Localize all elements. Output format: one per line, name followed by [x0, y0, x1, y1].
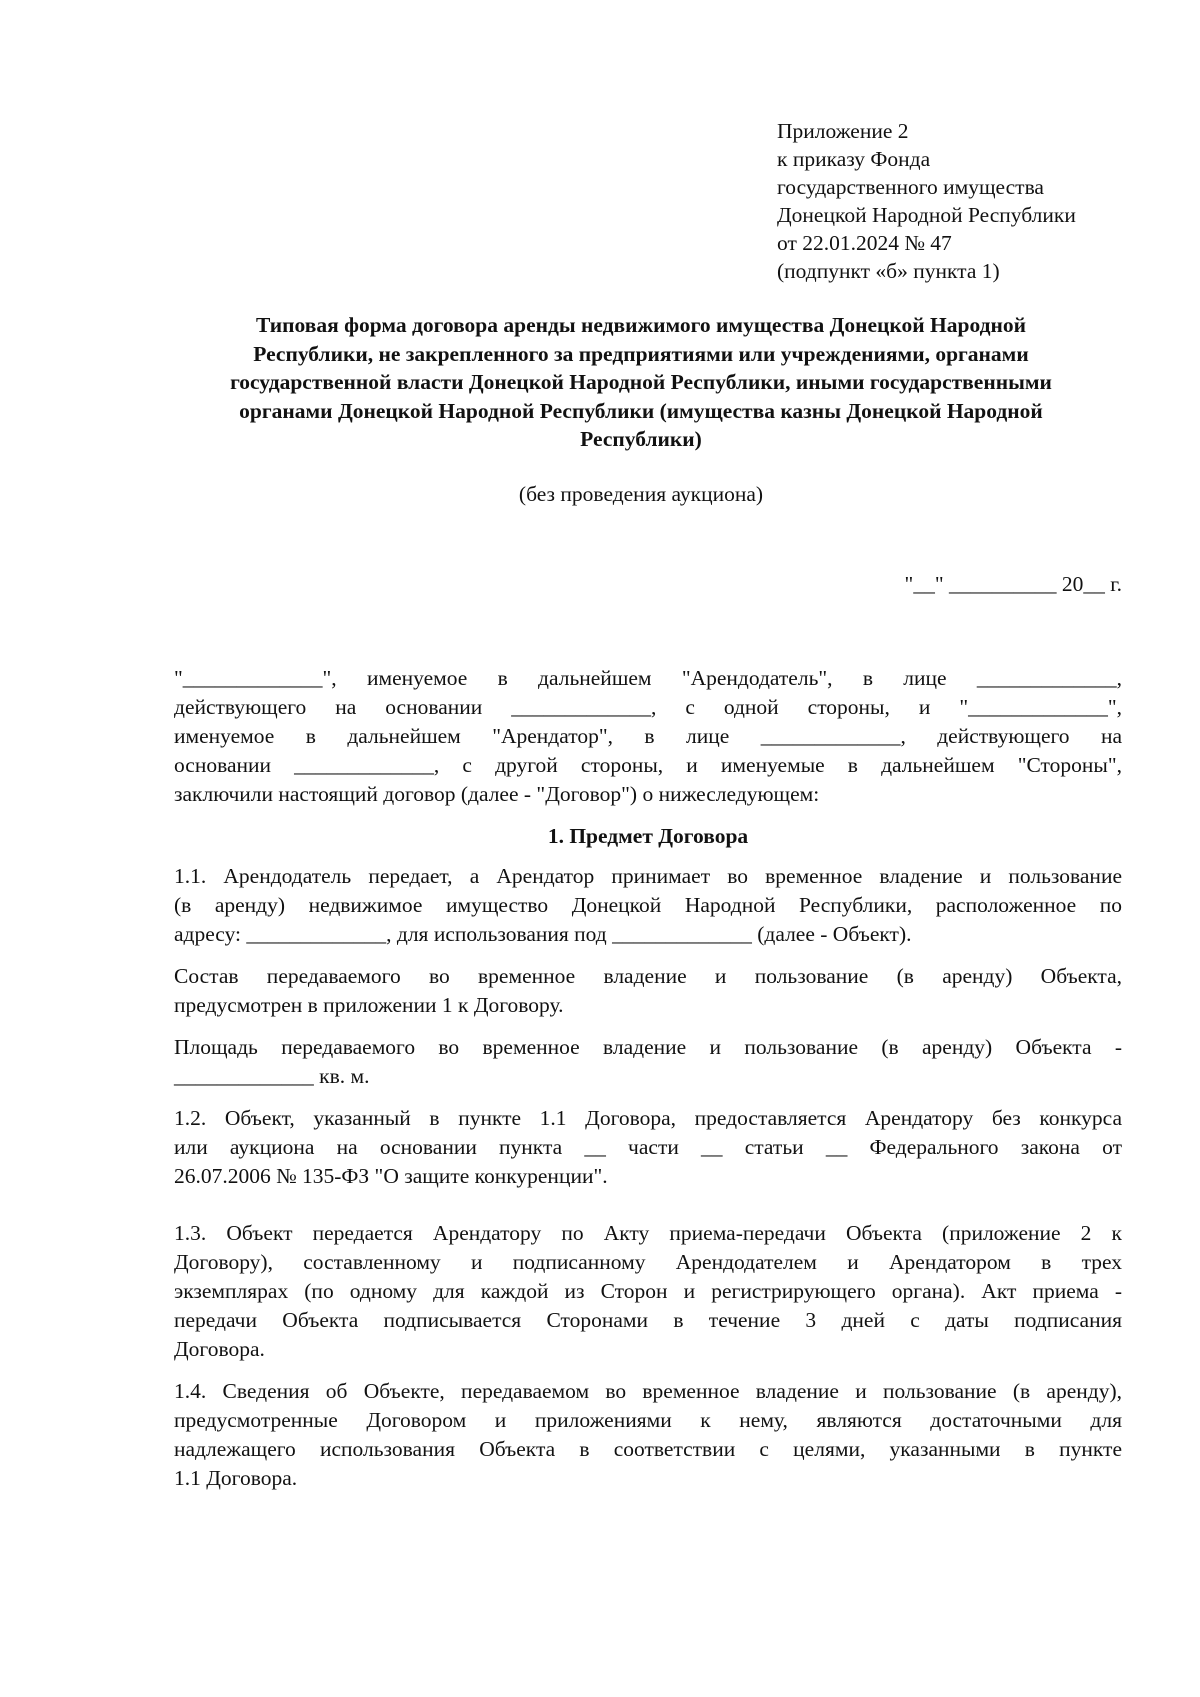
document-subtitle: (без проведения аукциона): [518, 482, 764, 506]
clause-line: предусмотрен в приложении 1 к Договору.: [174, 993, 564, 1017]
title-line: Республики): [580, 427, 702, 451]
clause-1-3: [174, 1219, 1122, 1364]
appendix-line: Донецкой Народной Республики: [777, 203, 1076, 227]
clause-line: 1.2. Объект, указанный в пункте 1.1 Договора, предоставляется Арендатору без конкурса: [174, 1106, 1122, 1130]
preamble-line: заключили настоящий договор (далее - "Договор") о нижеследующем:: [174, 782, 820, 806]
clause-line: или аукциона на основании пункта __ части __ статьи __ Федерального закона от: [174, 1135, 1122, 1159]
appendix-line: Приложение 2: [777, 119, 909, 143]
contract-date-line: "__" __________ 20__ г.: [904, 572, 1122, 596]
clause-line: Договора.: [174, 1337, 265, 1361]
appendix-line: (подпункт «б» пункта 1): [777, 259, 1000, 283]
appendix-line: от 22.01.2024 № 47: [777, 231, 952, 255]
document-body: [174, 664, 1122, 1493]
clause-line: Площадь передаваемого во временное владение и пользование (в аренду) Объекта -: [174, 1035, 1122, 1059]
title-line: Типовая форма договора аренды недвижимого имущества Донецкой Народной: [255, 313, 1027, 337]
clause-line: _____________ кв. м.: [174, 1064, 370, 1088]
section-heading: 1. Предмет Договора: [547, 824, 749, 848]
clause-line: 1.4. Сведения об Объекте, передаваемом во временное владение и пользование (в аренду),: [174, 1379, 1122, 1403]
preamble-paragraph: [174, 664, 1122, 809]
preamble-line: основании _____________, с другой стороны, и именуемые в дальнейшем "Стороны",: [174, 753, 1122, 777]
appendix-line: государственного имущества: [777, 175, 1044, 199]
clause-line: (в аренду) недвижимое имущество Донецкой Народной Республики, расположенное по: [174, 893, 1122, 917]
appendix-block: [777, 117, 1177, 285]
preamble-line: действующего на основании _____________, с одной стороны, и "_____________",: [174, 695, 1122, 719]
clause-1-4: [174, 1377, 1122, 1493]
clause-line: Договору), составленному и подписанному Арендодателем и Арендатором в трех: [174, 1250, 1122, 1274]
composition-paragraph: [174, 962, 1122, 1020]
clause-line: 1.1. Арендодатель передает, а Арендатор принимает во временное владение и пользование: [174, 864, 1122, 888]
clause-line: 26.07.2006 № 135-ФЗ "О защите конкуренции".: [174, 1164, 608, 1188]
clause-line: 1.1 Договора.: [174, 1466, 298, 1490]
clause-1-2: [174, 1104, 1122, 1191]
preamble-line: "_____________", именуемое в дальнейшем "Арендодатель", в лице _____________,: [174, 666, 1122, 690]
clause-line: Состав передаваемого во временное владение и пользование (в аренду) Объекта,: [174, 964, 1122, 988]
title-line: государственной власти Донецкой Народной Республики, иными государственными: [230, 370, 1052, 394]
clause-line: адресу: _____________, для использования под _____________ (далее - Объект).: [174, 922, 912, 946]
clause-line: надлежащего использования Объекта в соответствии с целями, указанными в пункте: [174, 1437, 1122, 1461]
clause-line: экземплярах (по одному для каждой из Сторон и регистрирующего органа). Акт приема -: [174, 1279, 1122, 1303]
title-line: Республики, не закрепленного за предприятиями или учреждениями, органами: [253, 341, 1029, 366]
clause-line: передачи Объекта подписывается Сторонами в течение 3 дней с даты подписания: [174, 1308, 1122, 1332]
document-title: [160, 311, 1122, 454]
area-paragraph: [174, 1033, 1122, 1091]
clause-line: предусмотренные Договором и приложениями к нему, являются достаточными для: [174, 1408, 1122, 1432]
preamble-line: именуемое в дальнейшем "Арендатор", в лице _____________, действующего на: [174, 724, 1122, 748]
title-line: органами Донецкой Народной Республики (имущества казны Донецкой Народной: [239, 398, 1043, 423]
appendix-line: к приказу Фонда: [777, 147, 931, 171]
clause-line: 1.3. Объект передается Арендатору по Акту приема-передачи Объекта (приложение 2 к: [174, 1221, 1122, 1245]
clause-1-1: [174, 862, 1122, 949]
